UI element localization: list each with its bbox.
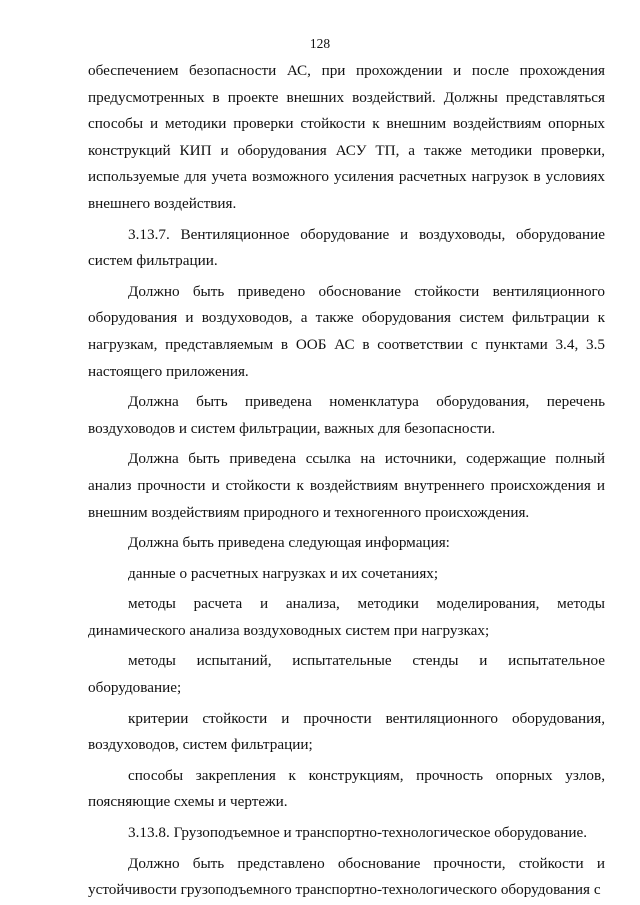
paragraph-info-intro: Должна быть приведена следующая информация: bbox=[128, 534, 450, 552]
list-item-design-loads: данные о расчетных нагрузках и их сочетаниях; bbox=[128, 564, 439, 582]
paragraph-nomenclature: Должна быть приведена номенклатура оборудования, перечень воздуховодов и систем фильтрации, важных для безопасности. bbox=[88, 393, 605, 437]
page-number: 128 bbox=[309, 36, 331, 51]
section-heading-3-13-8: 3.13.8. Грузоподъемное и транспортно-технологическое оборудование. bbox=[128, 824, 588, 842]
section-heading-3-13-7: 3.13.7. Вентиляционное оборудование и воздуховоды, оборудование систем фильтрации. bbox=[88, 225, 605, 270]
paragraph-lifting-equipment: Должно быть представлено обоснование прочности, стойкости и устойчивости грузоподъемного транспортно-технологического оборудования с bbox=[88, 854, 605, 899]
list-item-fastening-methods: способы закрепления к конструкциям, прочность опорных узлов, поясняющие схемы и чертежи. bbox=[88, 766, 605, 811]
paragraph-resistance-justification: Должно быть приведено обоснование стойкости вентиляционного оборудования и воздуховодов, а также оборудования систем фильтрации к нагрузкам, представляемым в ООБ АС в соответствии с пунктами 3.4, 3.5 настоящего приложения. bbox=[88, 282, 605, 380]
list-item-calculation-methods: методы расчета и анализа, методики моделирования, методы динамического анализа воздуховодных систем при нагрузках; bbox=[88, 595, 605, 639]
paragraph-sources-reference: Должна быть приведена ссылка на источники, содержащие полный анализ прочности и стойкости к воздействиям внутреннего происхождения и внешним воздействиям природного и техногенного происхождения. bbox=[88, 450, 605, 521]
list-item-strength-criteria: критерии стойкости и прочности вентиляционного оборудования, воздуховодов, систем фильтрации; bbox=[88, 709, 605, 754]
document-body bbox=[88, 58, 605, 904]
list-item-test-methods: методы испытаний, испытательные стенды и испытательное оборудование; bbox=[88, 652, 605, 697]
paragraph-continuation: обеспечением безопасности АС, при прохождении и после прохождения предусмотренных в проекте внешних воздействий. Должны представляться способы и методики проверки стойкости к внешним воздействиям опорных конструкций КИП и оборудования АСУ ТП, а также методики проверки, используемые для учета возможного усиления расчетных нагрузок в условиях внешнего воздействия. bbox=[88, 62, 605, 212]
